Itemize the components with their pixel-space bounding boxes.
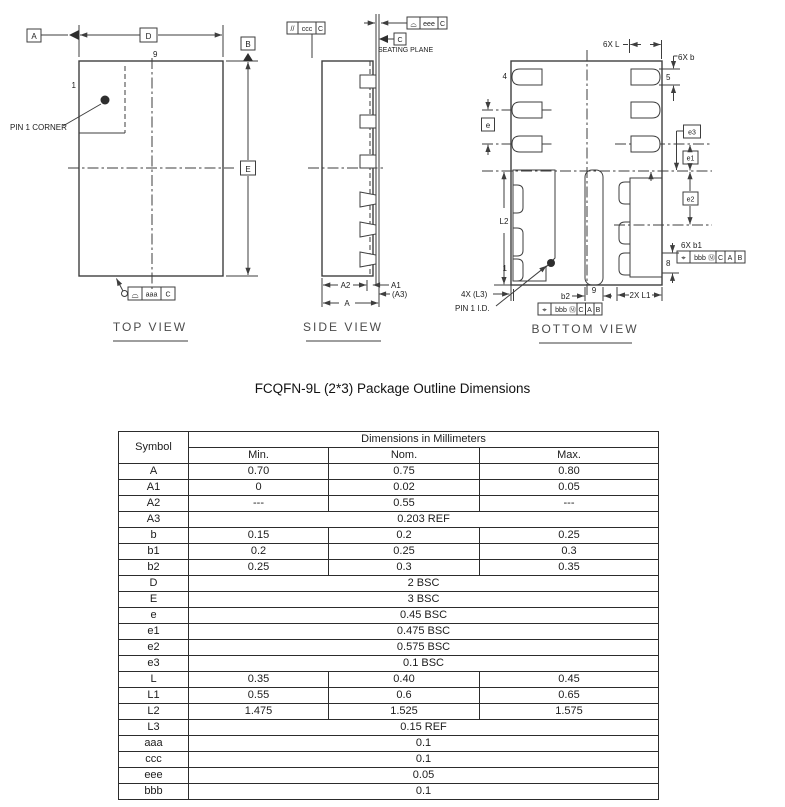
- fcf-bbb-datum1: C: [717, 255, 724, 262]
- symbol-cell: bbb: [119, 784, 189, 800]
- group-header: Dimensions in Millimeters: [189, 432, 659, 448]
- symbol-cell: L2: [119, 704, 189, 720]
- table-subheader-row: [119, 448, 659, 464]
- seating-plane-label: SEATING PLANE: [378, 47, 434, 54]
- symbol-cell: L: [119, 672, 189, 688]
- value-cell-nom: 0.3: [329, 560, 480, 576]
- value-cell-min: 0.2: [189, 544, 329, 560]
- pin-number-8: 8: [666, 259, 671, 268]
- value-cell-span: 0.1: [189, 736, 659, 752]
- table-row: [119, 544, 659, 560]
- symbol-cell: L3: [119, 720, 189, 736]
- value-cell-max: 0.35: [480, 560, 659, 576]
- top-view: [10, 25, 258, 341]
- pad: [631, 136, 660, 152]
- dim-e1-label: e1: [686, 155, 695, 163]
- side-view-caption: SIDE VIEW: [302, 320, 384, 334]
- value-cell-span: 0.575 BSC: [189, 640, 659, 656]
- symbol-cell: ccc: [119, 752, 189, 768]
- symbol-cell: A: [119, 464, 189, 480]
- dim-e-label: e: [485, 121, 491, 130]
- table-row: [119, 656, 659, 672]
- dim-e2-label: e2: [686, 196, 695, 204]
- profile-symbol-icon: ⌓: [131, 289, 139, 300]
- symbol-cell: e: [119, 608, 189, 624]
- value-cell-min: ---: [189, 496, 329, 512]
- dim-6xl-label: 6X L: [603, 40, 620, 49]
- value-cell-min: 0.35: [189, 672, 329, 688]
- table-row: [119, 752, 659, 768]
- fcf-bbb-datum3: B: [595, 307, 601, 314]
- large-pad-right: [630, 178, 662, 277]
- value-cell-min: 0.15: [189, 528, 329, 544]
- package-outline-drawing: [0, 0, 785, 362]
- pad-notch: [619, 253, 630, 275]
- dim-6xb-label: 6X b: [678, 53, 695, 62]
- value-cell-max: ---: [480, 496, 659, 512]
- value-cell-span: 0.1 BSC: [189, 656, 659, 672]
- value-cell-nom: 1.525: [329, 704, 480, 720]
- symbol-cell: A1: [119, 480, 189, 496]
- value-cell-span: 0.1: [189, 752, 659, 768]
- dim-6xb1-label: 6X b1: [681, 241, 702, 250]
- nom-header: Nom.: [329, 448, 480, 464]
- symbol-cell: e3: [119, 656, 189, 672]
- fcf-eee-datum: C: [439, 21, 446, 28]
- table-row: [119, 688, 659, 704]
- symbol-cell: E: [119, 592, 189, 608]
- value-cell-nom: 0.02: [329, 480, 480, 496]
- symbol-cell: A3: [119, 512, 189, 528]
- value-cell-min: 0.25: [189, 560, 329, 576]
- min-header: Min.: [189, 448, 329, 464]
- value-cell-span: 0.05: [189, 768, 659, 784]
- symbol-cell: e2: [119, 640, 189, 656]
- dim-e3-label: e3: [688, 129, 696, 137]
- dimensions-table: [118, 431, 659, 800]
- pin1-marker-dot: [101, 96, 110, 105]
- table-row: [119, 464, 659, 480]
- top-view-caption: TOP VIEW: [112, 320, 188, 334]
- table-row: [119, 704, 659, 720]
- value-cell-nom: 0.40: [329, 672, 480, 688]
- side-view: [287, 14, 447, 341]
- fcf-aaa-tolerance: aaa: [145, 291, 158, 299]
- parallelism-symbol-icon: //: [290, 26, 295, 33]
- pin1-leader-line: [63, 104, 101, 126]
- pin1-id-dot: [547, 259, 555, 267]
- symbol-cell: eee: [119, 768, 189, 784]
- value-cell-nom: 0.25: [329, 544, 480, 560]
- value-cell-max: 0.3: [480, 544, 659, 560]
- table-row: [119, 640, 659, 656]
- value-cell-span: 0.15 REF: [189, 720, 659, 736]
- pad-notch: [513, 228, 523, 256]
- value-cell-span: 0.475 BSC: [189, 624, 659, 640]
- value-cell-min: 0.70: [189, 464, 329, 480]
- pin-number-1: 1: [71, 81, 76, 90]
- lead-bump: [360, 155, 376, 168]
- pad: [512, 69, 542, 85]
- symbol-cell: b1: [119, 544, 189, 560]
- pad: [631, 102, 660, 118]
- symbol-cell: L1: [119, 688, 189, 704]
- table-header-row: [119, 432, 659, 448]
- symbol-cell: D: [119, 576, 189, 592]
- pad: [512, 102, 542, 118]
- table-row: [119, 608, 659, 624]
- table-row: [119, 528, 659, 544]
- lead-bump: [360, 75, 376, 88]
- pad-notch: [513, 185, 523, 213]
- value-cell-max: 0.80: [480, 464, 659, 480]
- dim-a2-label: A2: [340, 281, 351, 290]
- pin-number-1: 1: [502, 264, 507, 273]
- datum-a-triangle: [69, 30, 79, 40]
- fcf-bbb-datum2: A: [727, 255, 733, 262]
- fcf-bbb-datum3: B: [737, 255, 743, 262]
- datum-c-label: C: [397, 37, 403, 44]
- symbol-cell: aaa: [119, 736, 189, 752]
- pad-notch: [619, 182, 630, 204]
- datum-c-triangle: [379, 35, 388, 43]
- lead-bump: [360, 252, 376, 267]
- pad-notch: [513, 259, 523, 281]
- symbol-cell: b: [119, 528, 189, 544]
- center-pad-pin9: [585, 170, 603, 285]
- dim-a1-label: A1: [391, 281, 401, 290]
- dim-d-label: D: [145, 32, 152, 41]
- dim-a-label: A: [344, 299, 350, 308]
- value-cell-nom: 0.6: [329, 688, 480, 704]
- dim-4xl3-label: 4X (L3): [461, 290, 488, 299]
- pin-number-4: 4: [502, 72, 507, 81]
- pad: [512, 136, 542, 152]
- table-row: [119, 720, 659, 736]
- symbol-cell: b2: [119, 560, 189, 576]
- value-cell-min: 0: [189, 480, 329, 496]
- value-cell-min: 1.475: [189, 704, 329, 720]
- value-cell-max: 0.25: [480, 528, 659, 544]
- value-cell-span: 0.45 BSC: [189, 608, 659, 624]
- dim-2xl1-label: 2X L1: [629, 291, 651, 300]
- value-cell-span: 3 BSC: [189, 592, 659, 608]
- dim-a3-label: (A3): [392, 290, 408, 299]
- table-row: [119, 560, 659, 576]
- table-row: [119, 576, 659, 592]
- symbol-cell: e1: [119, 624, 189, 640]
- fcf-bbb-tolerance: bbb: [555, 307, 567, 314]
- pin-number-9: 9: [591, 286, 597, 295]
- fcf-eee-tolerance: eee: [423, 21, 435, 28]
- fcf-aaa-leader: [116, 279, 123, 292]
- fcf-aaa-datum: C: [165, 291, 171, 299]
- table-row: [119, 768, 659, 784]
- table-row: [119, 592, 659, 608]
- fcf-bbb-tolerance: bbb: [694, 255, 706, 262]
- fcf-ccc-datum: C: [317, 26, 324, 33]
- table-row: [119, 784, 659, 800]
- table-row: [119, 496, 659, 512]
- dim-b2-label: b2: [561, 292, 570, 301]
- fcf-bbb-datum2: A: [587, 307, 592, 314]
- mmc-modifier-icon: Ⓜ: [708, 255, 715, 262]
- mmc-modifier-icon: Ⓜ: [569, 307, 576, 314]
- datum-b-triangle: [243, 53, 253, 61]
- value-cell-max: 0.05: [480, 480, 659, 496]
- table-row: [119, 672, 659, 688]
- value-cell-max: 1.575: [480, 704, 659, 720]
- pin1-id-label: PIN 1 I.D.: [455, 304, 490, 313]
- lead-bump: [360, 192, 376, 207]
- datum-a-label: A: [31, 32, 37, 41]
- fcf-aaa-circle: [122, 291, 128, 297]
- symbol-header: Symbol: [119, 432, 189, 464]
- position-symbol-icon: ⌖: [681, 253, 686, 263]
- lead-bump: [360, 115, 376, 128]
- max-header: Max.: [480, 448, 659, 464]
- dim-e-label: E: [245, 165, 251, 174]
- value-cell-max: 0.45: [480, 672, 659, 688]
- symbol-cell: A2: [119, 496, 189, 512]
- value-cell-max: 0.65: [480, 688, 659, 704]
- position-symbol-icon: ⌖: [542, 305, 547, 315]
- datum-b-label: B: [245, 40, 251, 49]
- table-row: [119, 512, 659, 528]
- fcf-ccc-tolerance: ccc: [301, 26, 313, 33]
- bottom-view: [455, 39, 745, 343]
- profile-symbol-icon: ⌓: [410, 19, 417, 29]
- pin-number-5: 5: [666, 73, 671, 82]
- value-cell-nom: 0.2: [329, 528, 480, 544]
- value-cell-nom: 0.55: [329, 496, 480, 512]
- value-cell-span: 2 BSC: [189, 576, 659, 592]
- pad: [631, 69, 660, 85]
- table-row: [119, 480, 659, 496]
- lead-bump: [360, 222, 376, 237]
- page-title: FCQFN-9L (2*3) Package Outline Dimensions: [254, 381, 531, 396]
- value-cell-span: 0.203 REF: [189, 512, 659, 528]
- value-cell-nom: 0.75: [329, 464, 480, 480]
- bottom-view-caption: BOTTOM VIEW: [531, 322, 639, 336]
- value-cell-span: 0.1: [189, 784, 659, 800]
- table-row: [119, 624, 659, 640]
- dim-l2-label: L2: [499, 217, 509, 226]
- pin-number-9: 9: [153, 50, 158, 59]
- fcf-bbb-datum1: C: [578, 307, 584, 314]
- value-cell-min: 0.55: [189, 688, 329, 704]
- pin1-corner-label: PIN 1 CORNER: [10, 123, 67, 132]
- table-row: [119, 736, 659, 752]
